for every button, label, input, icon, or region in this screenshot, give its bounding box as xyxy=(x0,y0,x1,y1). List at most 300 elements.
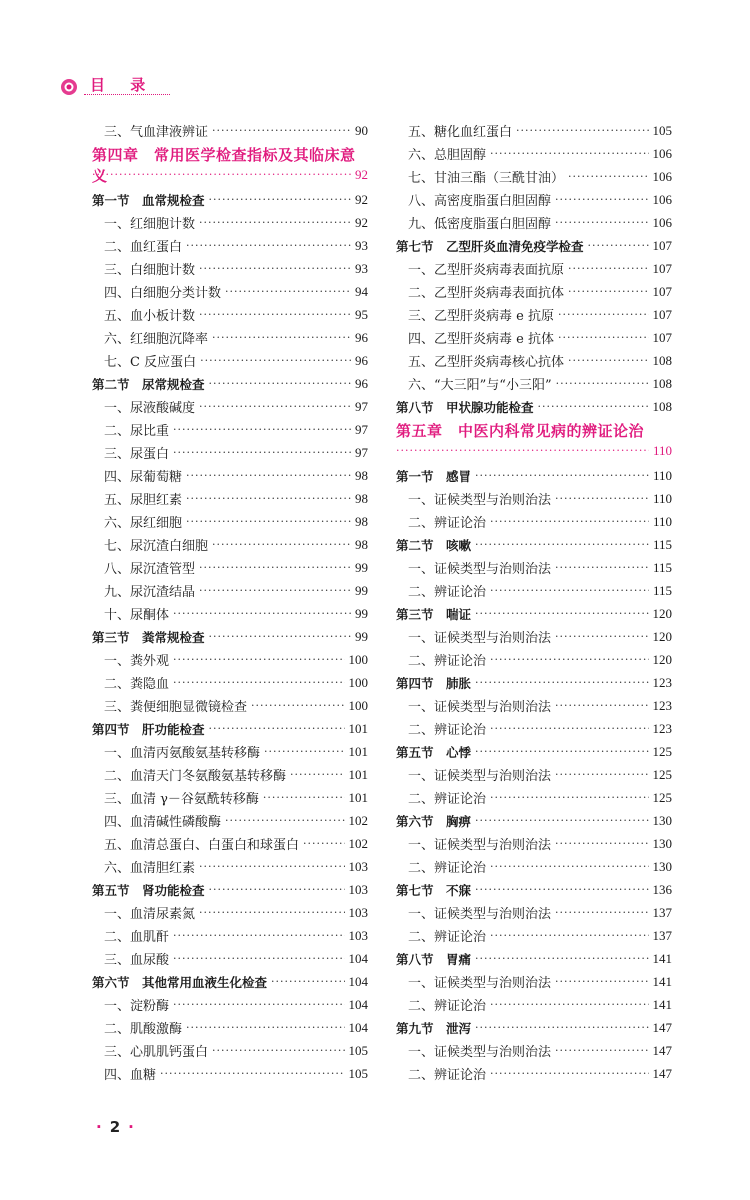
item-title: 七、尿沉渣白细胞 xyxy=(104,539,209,554)
dot-leader xyxy=(186,469,351,483)
item-title: 一、证候类型与治则治法 xyxy=(408,838,552,853)
dot-leader xyxy=(555,1044,648,1058)
entry-page-number: 97 xyxy=(355,398,368,414)
dot-leader xyxy=(490,147,648,161)
toc-chapter-entry[interactable] xyxy=(92,142,368,188)
item-title: 六、“大三阳”与“小三阳” xyxy=(408,378,552,393)
toc-item-entry[interactable] xyxy=(92,1039,368,1062)
entry-page-number: 105 xyxy=(652,122,672,138)
dot-leader xyxy=(475,883,648,897)
dot-leader xyxy=(173,423,351,437)
item-title: 五、尿胆红素 xyxy=(104,493,183,508)
entry-page-number: 103 xyxy=(348,881,368,897)
toc-item-entry[interactable] xyxy=(396,786,672,809)
dot-leader xyxy=(225,814,344,828)
toc-item-entry[interactable] xyxy=(92,924,368,947)
entry-page-number: 106 xyxy=(652,145,672,161)
dot-leader xyxy=(555,837,648,851)
entry-page-number: 107 xyxy=(652,283,672,299)
toc-item-entry[interactable] xyxy=(92,901,368,924)
section-title: 第八节 胃痛 xyxy=(396,951,472,967)
toc-item-entry[interactable] xyxy=(92,786,368,809)
toc-item-entry[interactable] xyxy=(396,625,672,648)
entry-page-number: 101 xyxy=(348,720,368,736)
dot-leader xyxy=(212,331,351,345)
item-title: 二、辨证论治 xyxy=(408,861,487,876)
toc-item-entry[interactable] xyxy=(396,188,672,211)
toc-section-entry[interactable] xyxy=(92,970,368,993)
item-title: 一、证候类型与治则治法 xyxy=(408,562,552,577)
entry-page-number: 125 xyxy=(652,766,672,782)
entry-page-number: 120 xyxy=(652,605,672,621)
item-title: 二、辨证论治 xyxy=(408,792,487,807)
item-title: 三、白细胞计数 xyxy=(104,263,196,278)
entry-page-number: 100 xyxy=(348,651,368,667)
section-title: 第四节 肺胀 xyxy=(396,675,472,691)
item-title: 一、证候类型与治则治法 xyxy=(408,907,552,922)
page-title: 目 录 xyxy=(90,76,156,94)
item-title: 三、血尿酸 xyxy=(104,953,170,968)
entry-page-number: 104 xyxy=(348,950,368,966)
toc-right-column xyxy=(396,119,672,1085)
toc-section-entry[interactable] xyxy=(396,464,672,487)
dot-leader xyxy=(555,768,648,782)
entry-page-number: 136 xyxy=(652,881,672,897)
entry-page-number: 95 xyxy=(355,306,368,322)
dot-leader xyxy=(92,168,351,182)
toc-section-entry[interactable] xyxy=(396,809,672,832)
entry-page-number: 120 xyxy=(652,651,672,667)
dot-leader xyxy=(303,837,344,851)
entry-page-number: 99 xyxy=(355,582,368,598)
dot-leader xyxy=(209,722,345,736)
toc-item-entry[interactable] xyxy=(396,901,672,924)
entry-page-number: 97 xyxy=(355,444,368,460)
toc-item-entry[interactable] xyxy=(92,947,368,970)
toc-item-entry[interactable] xyxy=(396,119,672,142)
dot-leader xyxy=(173,929,344,943)
chapter-title: 第四章 常用医学检查指标及其临床意义 xyxy=(92,146,356,185)
toc-item-entry[interactable] xyxy=(396,257,672,280)
toc-item-entry[interactable] xyxy=(396,211,672,234)
toc-item-entry[interactable] xyxy=(92,441,368,464)
toc-item-entry[interactable] xyxy=(92,326,368,349)
entry-page-number: 102 xyxy=(348,812,368,828)
item-title: 四、尿葡萄糖 xyxy=(104,470,183,485)
toc-section-entry[interactable] xyxy=(396,602,672,625)
dot-leader xyxy=(199,584,351,598)
item-title: 一、尿液酸碱度 xyxy=(104,401,196,416)
section-title: 第二节 尿常规检查 xyxy=(92,376,205,392)
item-title: 五、乙型肝炎病毒核心抗体 xyxy=(408,355,565,370)
toc-section-entry[interactable] xyxy=(396,740,672,763)
toc-section-entry[interactable] xyxy=(92,188,368,211)
dot-leader xyxy=(490,515,649,529)
section-title: 第五节 肾功能检查 xyxy=(92,882,205,898)
toc-item-entry[interactable] xyxy=(396,970,672,993)
entry-page-number: 99 xyxy=(355,628,368,644)
item-title: 六、血清胆红素 xyxy=(104,861,196,876)
item-title: 四、血清碱性磷酸酶 xyxy=(104,815,222,830)
dot-leader xyxy=(263,791,345,805)
toc-item-entry[interactable] xyxy=(92,119,368,142)
item-title: 九、尿沉渣结晶 xyxy=(104,585,196,600)
dot-leader xyxy=(475,814,648,828)
item-title: 五、血清总蛋白、白蛋白和球蛋白 xyxy=(104,838,300,853)
dot-leader xyxy=(475,607,648,621)
toc-section-entry[interactable] xyxy=(396,234,672,257)
dot-leader xyxy=(555,492,649,506)
dot-leader xyxy=(290,768,344,782)
entry-page-number: 107 xyxy=(652,329,672,345)
dot-leader xyxy=(199,308,351,322)
dot-leader xyxy=(588,239,649,253)
entry-page-number: 110 xyxy=(652,490,672,506)
toc-item-entry[interactable] xyxy=(396,1062,672,1085)
entry-page-number: 101 xyxy=(348,743,368,759)
entry-page-number: 120 xyxy=(652,628,672,644)
dot-leader xyxy=(199,216,351,230)
section-title: 第二节 咳嗽 xyxy=(396,537,472,553)
entry-page-number: 141 xyxy=(652,996,672,1012)
item-title: 二、血清天门冬氨酸氨基转移酶 xyxy=(104,769,287,784)
item-title: 二、粪隐血 xyxy=(104,677,170,692)
entry-page-number: 108 xyxy=(652,398,672,414)
section-title: 第六节 其他常用血液生化检查 xyxy=(92,974,268,990)
toc-item-entry[interactable] xyxy=(92,763,368,786)
dot-leader xyxy=(555,975,648,989)
dot-leader xyxy=(558,331,649,345)
toc-item-entry[interactable] xyxy=(92,809,368,832)
toc-item-entry[interactable] xyxy=(396,556,672,579)
page-footer xyxy=(88,1118,142,1136)
toc-item-entry[interactable] xyxy=(92,832,368,855)
toc-item-entry[interactable] xyxy=(396,855,672,878)
item-title: 一、淀粉酶 xyxy=(104,999,170,1014)
toc-item-entry[interactable] xyxy=(92,510,368,533)
item-title: 一、证候类型与治则治法 xyxy=(408,769,552,784)
toc-item-entry[interactable] xyxy=(92,1016,368,1039)
item-title: 二、血红蛋白 xyxy=(104,240,183,255)
toc-item-entry[interactable] xyxy=(92,694,368,717)
dot-leader xyxy=(209,883,345,897)
dot-leader xyxy=(199,400,351,414)
toc-item-entry[interactable] xyxy=(92,487,368,510)
toc-item-entry[interactable] xyxy=(396,303,672,326)
section-title: 第九节 泄泻 xyxy=(396,1020,472,1036)
entry-page-number: 99 xyxy=(355,559,368,575)
toc-section-entry[interactable] xyxy=(92,878,368,901)
dot-leader xyxy=(200,354,351,368)
toc-item-entry[interactable] xyxy=(396,510,672,533)
toc-item-entry[interactable] xyxy=(396,280,672,303)
entry-page-number: 115 xyxy=(652,582,672,598)
toc-item-entry[interactable] xyxy=(92,257,368,280)
header-divider xyxy=(84,94,170,95)
entry-page-number: 123 xyxy=(652,720,672,736)
entry-page-number: 107 xyxy=(652,306,672,322)
item-title: 三、粪便细胞显微镜检查 xyxy=(104,700,248,715)
toc-item-entry[interactable] xyxy=(396,1039,672,1062)
item-title: 一、粪外观 xyxy=(104,654,170,669)
entry-page-number: 115 xyxy=(652,559,672,575)
entry-page-number: 93 xyxy=(355,260,368,276)
item-title: 三、尿蛋白 xyxy=(104,447,170,462)
toc-item-entry[interactable] xyxy=(396,832,672,855)
dot-leader xyxy=(271,975,344,989)
dot-leader xyxy=(555,630,648,644)
entry-page-number: 94 xyxy=(355,283,368,299)
dot-leader xyxy=(475,538,649,552)
item-title: 一、血清尿素氮 xyxy=(104,907,196,922)
entry-page-number: 97 xyxy=(355,421,368,437)
toc-item-entry[interactable] xyxy=(92,671,368,694)
item-title: 二、辨证论治 xyxy=(408,723,487,738)
toc-item-entry[interactable] xyxy=(92,648,368,671)
entry-page-number: 106 xyxy=(652,214,672,230)
toc-chapter-entry[interactable] xyxy=(396,418,672,464)
dot-leader xyxy=(173,607,351,621)
entry-page-number: 98 xyxy=(355,490,368,506)
toc-item-entry[interactable] xyxy=(396,372,672,395)
dot-leader xyxy=(555,906,648,920)
dot-leader xyxy=(212,124,351,138)
entry-page-number: 93 xyxy=(355,237,368,253)
toc-section-entry[interactable] xyxy=(92,372,368,395)
dot-leader xyxy=(568,285,648,299)
entry-page-number: 108 xyxy=(652,375,672,391)
item-title: 三、心肌肌钙蛋白 xyxy=(104,1045,209,1060)
entry-page-number: 125 xyxy=(652,743,672,759)
entry-page-number: 108 xyxy=(652,352,672,368)
item-title: 四、白细胞分类计数 xyxy=(104,286,222,301)
dot-leader xyxy=(516,124,648,138)
entry-page-number: 102 xyxy=(348,835,368,851)
entry-page-number: 103 xyxy=(348,904,368,920)
entry-page-number: 90 xyxy=(355,122,368,138)
dot-leader xyxy=(212,1044,344,1058)
dot-leader xyxy=(173,653,344,667)
dot-leader xyxy=(186,492,351,506)
dot-leader xyxy=(475,745,648,759)
entry-page-number: 105 xyxy=(348,1042,368,1058)
dot-leader xyxy=(212,538,351,552)
entry-page-number: 104 xyxy=(348,996,368,1012)
item-title: 二、辨证论治 xyxy=(408,930,487,945)
section-title: 第三节 粪常规检查 xyxy=(92,629,205,645)
item-title: 一、红细胞计数 xyxy=(104,217,196,232)
toc-section-entry[interactable] xyxy=(396,878,672,901)
entry-page-number: 105 xyxy=(348,1065,368,1081)
dot-leader xyxy=(558,308,649,322)
item-title: 一、证候类型与治则治法 xyxy=(408,1045,552,1060)
page-header xyxy=(60,72,260,102)
entry-page-number: 98 xyxy=(355,536,368,552)
toc-item-entry[interactable] xyxy=(396,579,672,602)
chapter-page-number: 92 xyxy=(355,167,368,182)
entry-page-number: 98 xyxy=(355,467,368,483)
dot-leader xyxy=(490,929,648,943)
toc-item-entry[interactable] xyxy=(92,556,368,579)
item-title: 六、尿红细胞 xyxy=(104,516,183,531)
dot-leader xyxy=(475,1021,648,1035)
entry-page-number: 110 xyxy=(652,467,672,483)
toc-item-entry[interactable] xyxy=(396,924,672,947)
section-title: 第一节 感冒 xyxy=(396,468,472,484)
item-title: 五、糖化血红蛋白 xyxy=(408,125,513,140)
toc-item-entry[interactable] xyxy=(92,234,368,257)
dot-leader xyxy=(199,906,344,920)
toc-item-entry[interactable] xyxy=(396,142,672,165)
entry-page-number: 125 xyxy=(652,789,672,805)
dot-leader xyxy=(490,722,648,736)
dot-leader xyxy=(186,515,351,529)
footer-dot-left: · xyxy=(96,1118,102,1136)
footer-dot-right: · xyxy=(128,1118,134,1136)
toc-item-entry[interactable] xyxy=(396,993,672,1016)
dot-leader xyxy=(555,561,649,575)
toc-section-entry[interactable] xyxy=(396,671,672,694)
dot-leader xyxy=(490,860,648,874)
toc-section-entry[interactable] xyxy=(396,947,672,970)
toc-item-entry[interactable] xyxy=(396,487,672,510)
dot-leader xyxy=(199,561,351,575)
item-title: 二、血肌酐 xyxy=(104,930,170,945)
toc-item-entry[interactable] xyxy=(92,602,368,625)
dot-leader xyxy=(490,1067,648,1081)
section-title: 第一节 血常规检查 xyxy=(92,192,205,208)
toc-item-entry[interactable] xyxy=(396,717,672,740)
toc-item-entry[interactable] xyxy=(92,303,368,326)
toc-item-entry[interactable] xyxy=(396,165,672,188)
entry-page-number: 96 xyxy=(355,329,368,345)
item-title: 一、证候类型与治则治法 xyxy=(408,976,552,991)
section-title: 第七节 不寐 xyxy=(396,882,472,898)
item-title: 十、尿酮体 xyxy=(104,608,170,623)
section-title: 第六节 胸痹 xyxy=(396,813,472,829)
item-title: 一、乙型肝炎病毒表面抗原 xyxy=(408,263,565,278)
dot-leader xyxy=(556,377,649,391)
item-title: 二、辨证论治 xyxy=(408,1068,487,1083)
entry-page-number: 147 xyxy=(652,1019,672,1035)
dot-leader xyxy=(555,699,648,713)
toc-item-entry[interactable] xyxy=(92,993,368,1016)
item-title: 二、辨证论治 xyxy=(408,999,487,1014)
dot-leader xyxy=(264,745,344,759)
item-title: 六、红细胞沉降率 xyxy=(104,332,209,347)
entry-page-number: 100 xyxy=(348,697,368,713)
item-title: 八、尿沉渣管型 xyxy=(104,562,196,577)
dot-leader xyxy=(199,262,351,276)
entry-page-number: 137 xyxy=(652,904,672,920)
entry-page-number: 123 xyxy=(652,697,672,713)
section-title: 第五节 心悸 xyxy=(396,744,472,760)
page-number: 2 xyxy=(109,1118,121,1136)
toc-item-entry[interactable] xyxy=(92,395,368,418)
toc-item-entry[interactable] xyxy=(92,579,368,602)
dot-leader xyxy=(490,998,648,1012)
entry-page-number: 107 xyxy=(652,237,672,253)
toc-left-column xyxy=(92,119,368,1085)
item-title: 六、总胆固醇 xyxy=(408,148,487,163)
entry-page-number: 115 xyxy=(652,536,672,552)
toc-item-entry[interactable] xyxy=(92,418,368,441)
entry-page-number: 101 xyxy=(348,789,368,805)
dot-leader xyxy=(173,998,344,1012)
entry-page-number: 107 xyxy=(652,260,672,276)
item-title: 二、尿比重 xyxy=(104,424,170,439)
dot-leader xyxy=(209,193,351,207)
item-title: 九、低密度脂蛋白胆固醇 xyxy=(408,217,552,232)
toc-item-entry[interactable] xyxy=(396,763,672,786)
toc-item-entry[interactable] xyxy=(92,533,368,556)
item-title: 七、C 反应蛋白 xyxy=(104,355,197,370)
dot-leader xyxy=(173,676,344,690)
dot-leader xyxy=(186,1021,344,1035)
dot-leader xyxy=(173,952,344,966)
toc-item-entry[interactable] xyxy=(396,349,672,372)
dot-leader xyxy=(490,791,648,805)
item-title: 三、气血津液辨证 xyxy=(104,125,209,140)
item-title: 三、血清 γ－谷氨酰转移酶 xyxy=(104,792,259,807)
toc-item-entry[interactable] xyxy=(92,349,368,372)
entry-page-number: 130 xyxy=(652,835,672,851)
toc-item-entry[interactable] xyxy=(92,280,368,303)
item-title: 一、证候类型与治则治法 xyxy=(408,700,552,715)
dot-leader xyxy=(555,216,648,230)
entry-page-number: 110 xyxy=(652,513,672,529)
toc-item-entry[interactable] xyxy=(396,648,672,671)
entry-page-number: 106 xyxy=(652,191,672,207)
chapter-title: 第五章 中医内科常见病的辨证论治 xyxy=(396,422,645,440)
dot-leader xyxy=(186,239,351,253)
toc-section-entry[interactable] xyxy=(92,717,368,740)
item-title: 三、乙型肝炎病毒 e 抗原 xyxy=(408,309,554,324)
toc-section-entry[interactable] xyxy=(396,1016,672,1039)
dot-leader xyxy=(490,653,648,667)
toc-item-entry[interactable] xyxy=(396,694,672,717)
item-title: 一、证候类型与治则治法 xyxy=(408,631,552,646)
entry-page-number: 123 xyxy=(652,674,672,690)
toc-item-entry[interactable] xyxy=(396,326,672,349)
entry-page-number: 96 xyxy=(355,375,368,391)
dot-leader xyxy=(396,444,649,458)
item-title: 八、高密度脂蛋白胆固醇 xyxy=(408,194,552,209)
entry-page-number: 130 xyxy=(652,812,672,828)
section-title: 第四节 肝功能检查 xyxy=(92,721,205,737)
entry-page-number: 99 xyxy=(355,605,368,621)
toc-item-entry[interactable] xyxy=(92,1062,368,1085)
item-title: 四、血糖 xyxy=(104,1068,157,1083)
toc-item-entry[interactable] xyxy=(92,211,368,234)
entry-page-number: 101 xyxy=(348,766,368,782)
toc-item-entry[interactable] xyxy=(92,855,368,878)
toc-section-entry[interactable] xyxy=(92,625,368,648)
dot-leader xyxy=(475,952,648,966)
dot-leader xyxy=(475,469,649,483)
toc-section-entry[interactable] xyxy=(396,395,672,418)
toc-item-entry[interactable] xyxy=(92,464,368,487)
entry-page-number: 92 xyxy=(355,214,368,230)
item-title: 二、辨证论治 xyxy=(408,516,487,531)
entry-page-number: 141 xyxy=(652,973,672,989)
toc-item-entry[interactable] xyxy=(92,740,368,763)
section-title: 第八节 甲状腺功能检查 xyxy=(396,399,534,415)
dot-leader xyxy=(568,170,648,184)
toc-section-entry[interactable] xyxy=(396,533,672,556)
item-title: 一、证候类型与治则治法 xyxy=(408,493,552,508)
entry-page-number: 130 xyxy=(652,858,672,874)
